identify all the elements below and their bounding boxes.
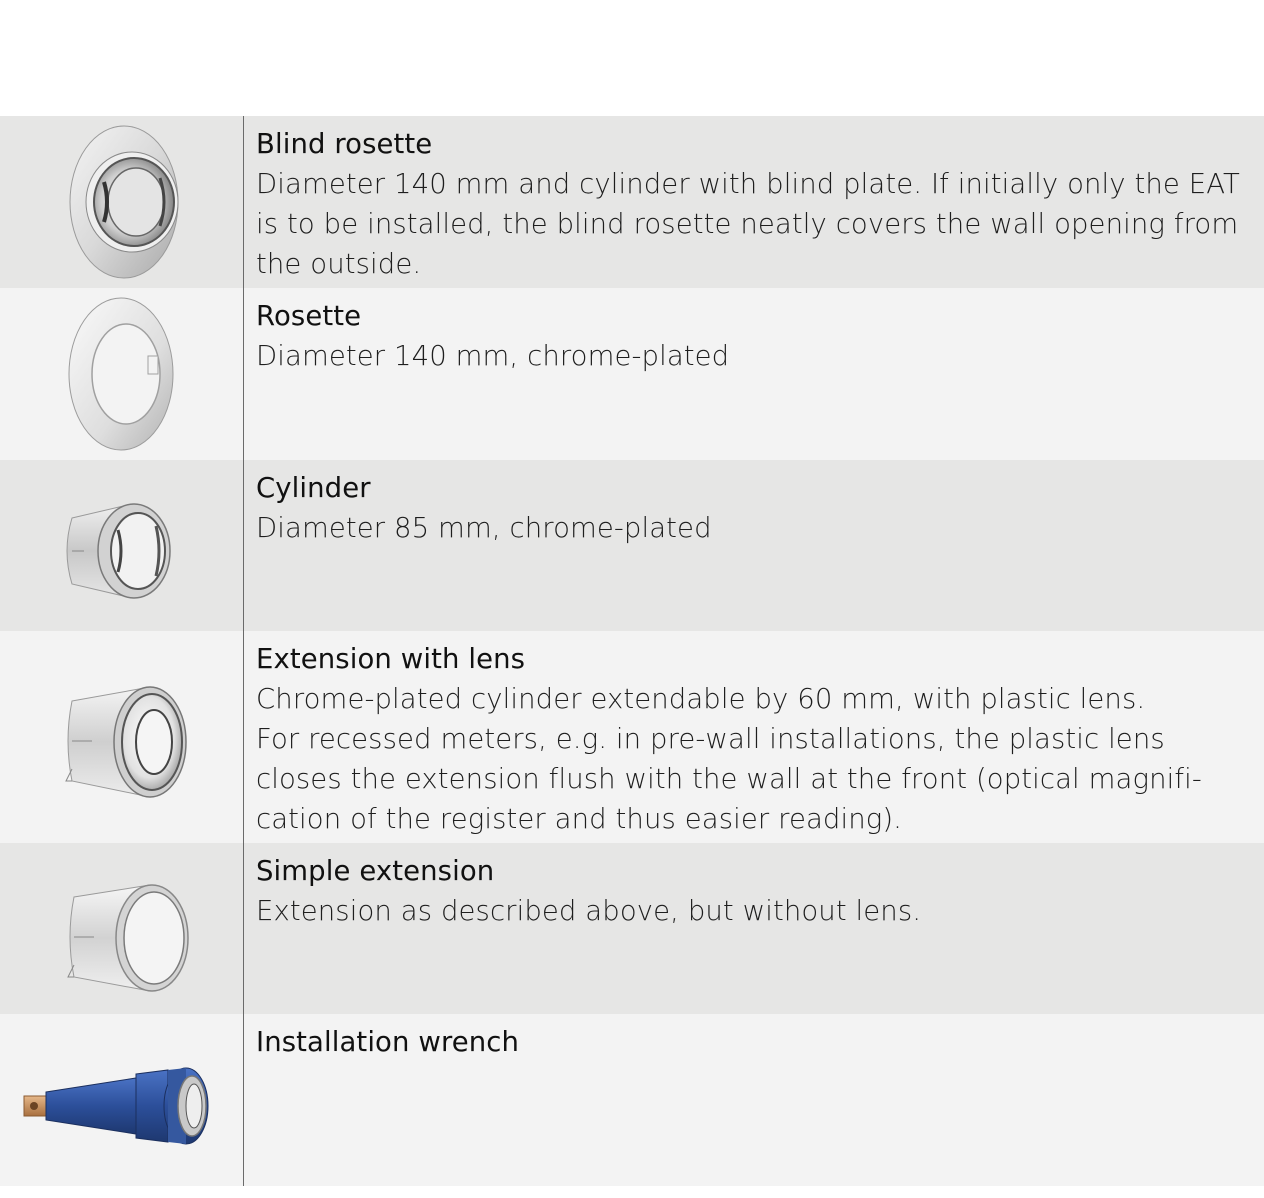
- item-title: Blind rosette: [256, 128, 433, 160]
- blind-rosette-image: [0, 116, 244, 288]
- item-description-line: Diameter 140 mm, chrome-plated: [256, 340, 730, 372]
- item-description-line: cation of the register and thus easier reading).: [256, 803, 903, 835]
- accessories-table: [0, 116, 1264, 1186]
- installation-wrench-text: [244, 1014, 1264, 1186]
- item-title: Installation wrench: [256, 1026, 520, 1058]
- item-title: Rosette: [256, 300, 362, 332]
- item-description-line: the outside.: [256, 248, 422, 280]
- table-row-blind-rosette: [0, 116, 1264, 288]
- item-title: Extension with lens: [256, 643, 526, 675]
- cylinder-text: [244, 460, 1264, 631]
- blind-rosette-text: [244, 116, 1264, 288]
- table-row-installation-wrench: [0, 1014, 1264, 1186]
- table-row-cylinder: [0, 460, 1264, 631]
- simple-extension-image: [0, 843, 244, 1014]
- installation-wrench-image: [0, 1014, 244, 1186]
- extension-with-lens-image: [0, 631, 244, 843]
- table-row-simple-extension: [0, 843, 1264, 1014]
- item-description-line: Chrome-plated cylinder extendable by 60 mm, with plastic lens.: [256, 683, 1146, 715]
- item-description-line: Extension as described above, but without lens.: [256, 895, 922, 927]
- cylinder-image: [0, 460, 244, 631]
- item-description-line: is to be installed, the blind rosette neatly covers the wall opening from: [256, 208, 1239, 240]
- rosette-image: [0, 288, 244, 460]
- simple-extension-text: [244, 843, 1264, 1014]
- item-description-line: For recessed meters, e.g. in pre-wall installations, the plastic lens: [256, 723, 1165, 755]
- item-description-line: Diameter 140 mm and cylinder with blind plate. If initially only the EAT: [256, 168, 1240, 200]
- item-title: Simple extension: [256, 855, 495, 887]
- extension-with-lens-text: [244, 631, 1264, 843]
- item-description-line: closes the extension flush with the wall at the front (optical magnifi-: [256, 763, 1202, 795]
- table-row-rosette: [0, 288, 1264, 460]
- rosette-text: [244, 288, 1264, 460]
- table-row-extension-with-lens: [0, 631, 1264, 843]
- item-description-line: Diameter 85 mm, chrome-plated: [256, 512, 712, 544]
- item-title: Cylinder: [256, 472, 371, 504]
